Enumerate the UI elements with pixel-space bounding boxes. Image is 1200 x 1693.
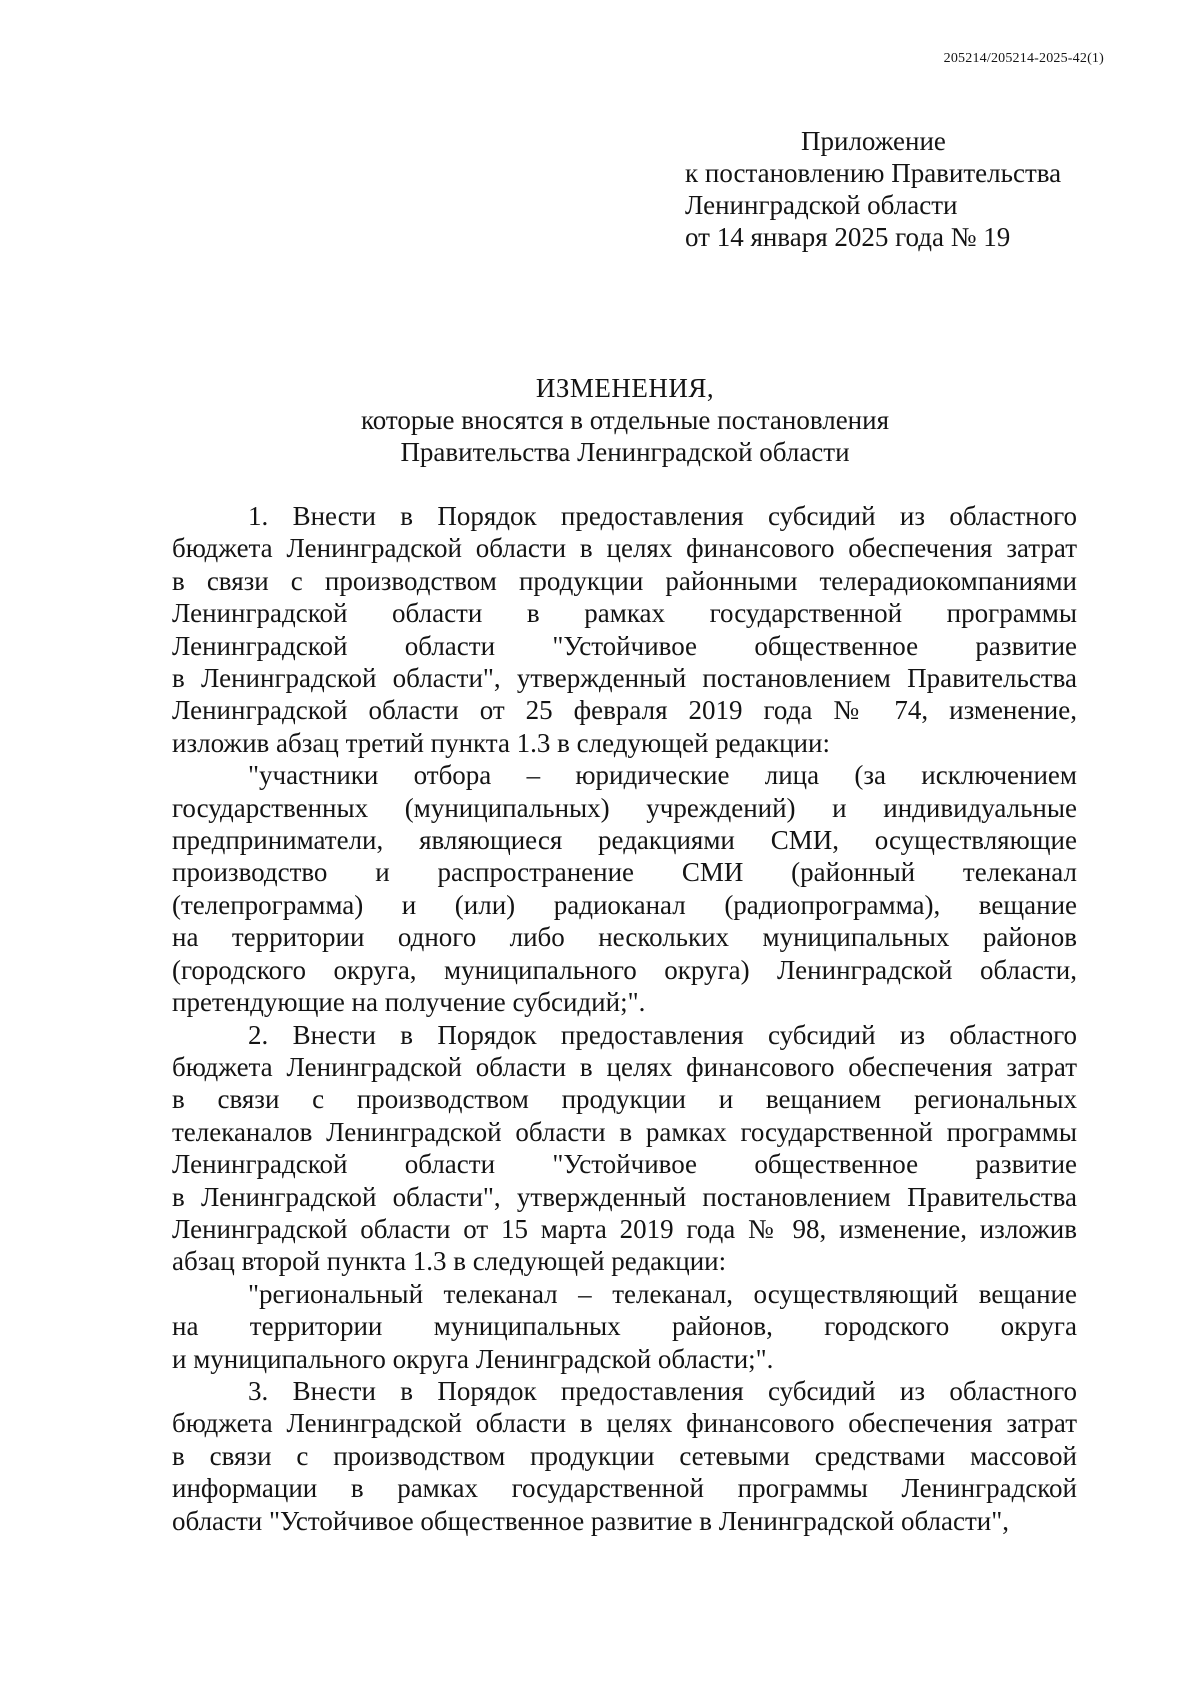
document-id: 205214/205214-2025-42(1) [943,51,1104,66]
quoted-line: государственных (муниципальных) учреждений) и индивидуальные [172,792,1077,823]
paragraph-line: информации в рамках государственной программы Ленинградской [172,1473,1077,1504]
paragraph-line: в связи с производством продукции сетевыми средствами массовой [172,1440,1077,1471]
paragraph-line: Ленинградской области от 25 февраля 2019 года № 74, изменение, [172,695,1077,726]
appendix-block [685,125,1061,253]
paragraph-line: 3. Внести в Порядок предоставления субсидий из областного [248,1375,1077,1406]
quoted-line: на территории одного либо нескольких муниципальных районов [172,922,1077,953]
quoted-text-item-2 [172,1278,1077,1375]
paragraph-line: в Ленинградской области", утвержденный постановлением Правительства [172,1181,1077,1212]
paragraph-item-1 [172,500,1077,759]
quoted-line: производство и распространение СМИ (районный телеканал [172,857,1077,888]
heading-subtitle-1: которые вносятся в отдельные постановления [360,405,890,435]
paragraph-line: области "Устойчивое общественное развитие в Ленинградской области", [172,1505,1009,1536]
paragraph-line: Ленинградской области от 15 марта 2019 года № 98, изменение, изложив [172,1213,1077,1244]
quoted-line: претендующие на получение субсидий;". [172,987,646,1018]
paragraph-line: Ленинградской области в рамках государственной программы [172,598,1077,629]
heading-subtitle-2: Правительства Ленинградской области [400,437,850,467]
appendix-line-3: Ленинградской области [685,190,958,220]
appendix-line-2: к постановлению Правительства [685,158,1062,188]
quoted-line: "участники отбора – юридические лица (за исключением [248,760,1077,791]
quoted-text-item-1 [172,759,1077,1018]
paragraph-line: бюджета Ленинградской области в целях финансового обеспечения затрат [172,1051,1077,1082]
paragraph-line: бюджета Ленинградской области в целях финансового обеспечения затрат [172,1408,1077,1439]
appendix-title: Приложение [801,126,946,156]
heading-title: ИЗМЕНЕНИЯ, [535,373,715,403]
quoted-line: (городского округа, муниципального округа) Ленинградской области, [172,954,1077,985]
document-heading [0,372,1200,468]
paragraph-line: абзац второй пункта 1.3 в следующей редакции: [172,1246,727,1277]
paragraph-line: телеканалов Ленинградской области в рамках государственной программы [172,1116,1077,1147]
quoted-line: предприниматели, являющиеся редакциями СМИ, осуществляющие [172,825,1077,856]
quoted-line: "региональный телеканал – телеканал, осуществляющий вещание [248,1278,1077,1309]
paragraph-line: в связи с производством продукции районными телерадиокомпаниями [172,565,1077,596]
paragraph-item-2 [172,1019,1077,1278]
paragraph-line: изложив абзац третий пункта 1.3 в следующей редакции: [172,727,830,758]
quoted-line: и муниципального округа Ленинградской области;". [172,1343,774,1374]
paragraph-line: бюджета Ленинградской области в целях финансового обеспечения затрат [172,533,1077,564]
paragraph-line: 1. Внести в Порядок предоставления субсидий из областного [248,501,1077,531]
paragraph-line: в связи с производством продукции и вещанием региональных [172,1084,1077,1115]
appendix-date-number: от 14 января 2025 года № 19 [685,222,1011,252]
paragraph-line: Ленинградской области "Устойчивое общественное развитие [172,1149,1077,1180]
document-body [172,500,1077,1537]
quoted-line: (телепрограмма) и (или) радиоканал (радиопрограмма), вещание [172,889,1077,920]
paragraph-line: 2. Внести в Порядок предоставления субсидий из областного [248,1019,1077,1050]
paragraph-line: Ленинградской области "Устойчивое общественное развитие [172,630,1077,661]
paragraph-line: в Ленинградской области", утвержденный постановлением Правительства [172,663,1077,694]
quoted-line: на территории муниципальных районов, городского округа [172,1311,1077,1342]
paragraph-item-3 [172,1375,1077,1537]
